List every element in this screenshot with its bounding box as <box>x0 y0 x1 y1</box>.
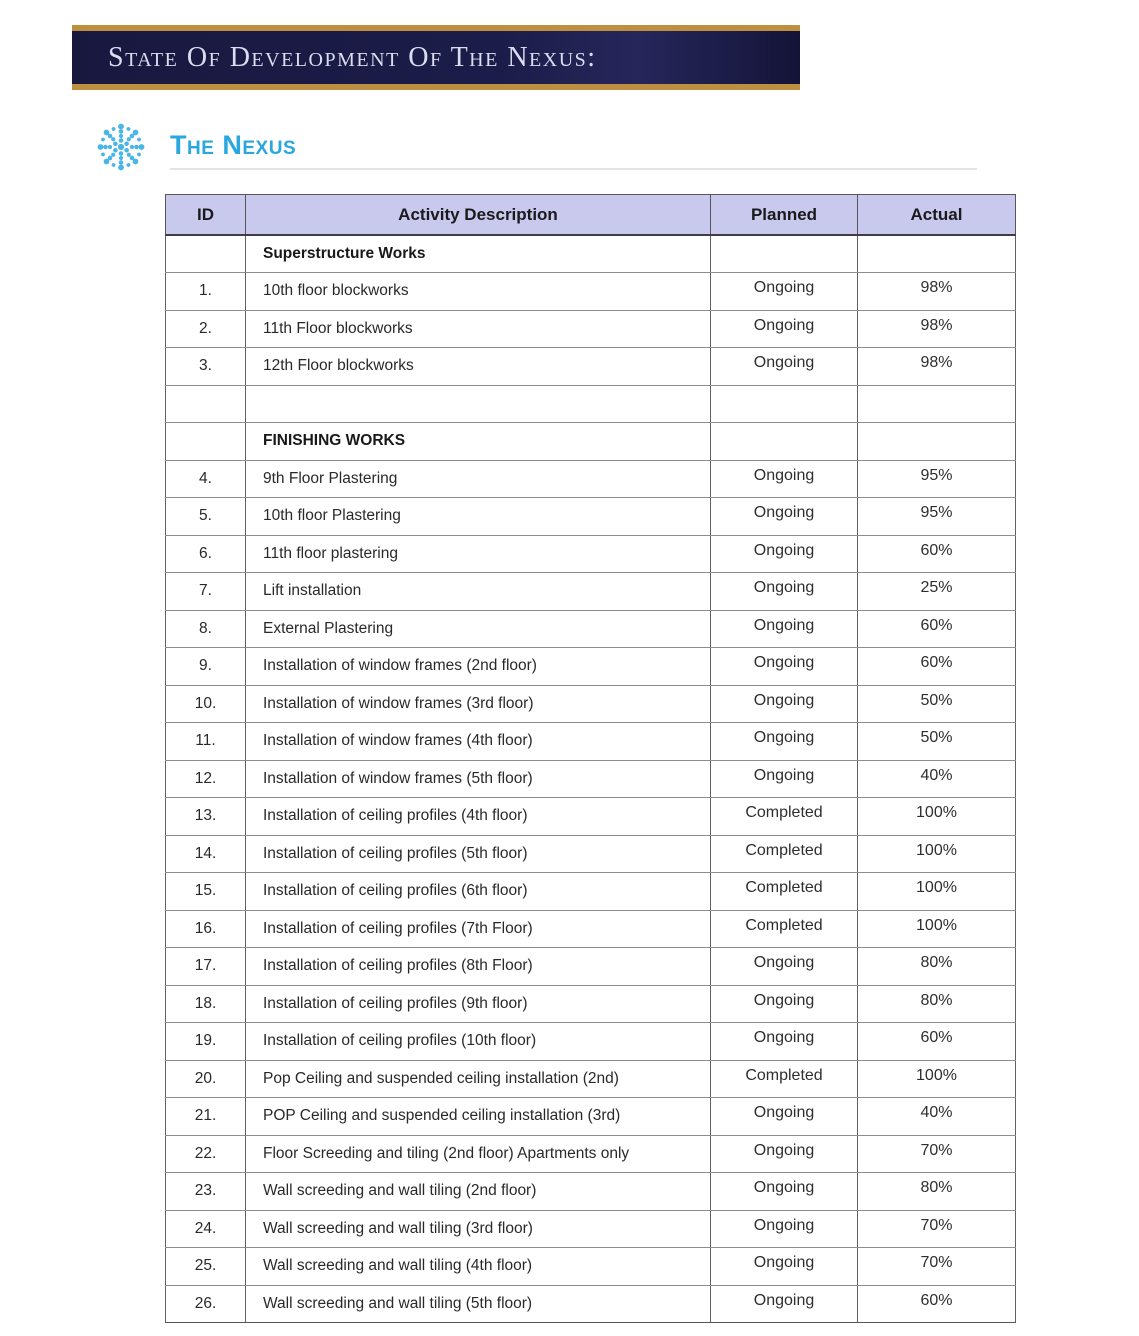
activity-cell <box>246 385 711 423</box>
id-cell: 2. <box>166 310 246 348</box>
planned-cell: Ongoing <box>711 1285 858 1323</box>
id-cell: 24. <box>166 1210 246 1248</box>
planned-cell <box>711 235 858 273</box>
banner-title: State Of Development Of The Nexus: <box>108 41 597 73</box>
id-cell: 10. <box>166 685 246 723</box>
id-cell: 6. <box>166 535 246 573</box>
planned-cell: Ongoing <box>711 1023 858 1061</box>
planned-cell: Ongoing <box>711 310 858 348</box>
activity-cell: External Plastering <box>246 610 711 648</box>
activity-cell: POP Ceiling and suspended ceiling installation (3rd) <box>246 1098 711 1136</box>
title-banner <box>72 25 800 90</box>
table-row <box>166 985 1016 1023</box>
header-actual: Actual <box>858 195 1016 236</box>
id-cell: 16. <box>166 910 246 948</box>
activity-cell: 11th Floor blockworks <box>246 310 711 348</box>
table-row <box>166 1060 1016 1098</box>
actual-cell: 95% <box>858 460 1016 498</box>
table-row <box>166 1023 1016 1061</box>
id-cell: 11. <box>166 723 246 761</box>
header-activity-description: Activity Description <box>246 195 711 236</box>
id-cell <box>166 423 246 461</box>
id-cell <box>166 235 246 273</box>
planned-cell: Ongoing <box>711 948 858 986</box>
activity-cell: Lift installation <box>246 573 711 611</box>
planned-cell: Ongoing <box>711 498 858 536</box>
id-cell: 7. <box>166 573 246 611</box>
planned-cell: Ongoing <box>711 573 858 611</box>
planned-cell: Ongoing <box>711 460 858 498</box>
planned-cell: Ongoing <box>711 610 858 648</box>
activity-cell: Superstructure Works <box>246 235 711 273</box>
activity-cell: 12th Floor blockworks <box>246 348 711 386</box>
id-cell: 18. <box>166 985 246 1023</box>
table-row <box>166 723 1016 761</box>
activity-cell: Pop Ceiling and suspended ceiling installation (2nd) <box>246 1060 711 1098</box>
activity-cell: 11th floor plastering <box>246 535 711 573</box>
id-cell: 25. <box>166 1248 246 1286</box>
id-cell: 26. <box>166 1285 246 1323</box>
planned-cell: Completed <box>711 873 858 911</box>
actual-cell: 60% <box>858 1023 1016 1061</box>
divider-line <box>170 168 977 170</box>
activity-cell: Installation of window frames (2nd floor) <box>246 648 711 686</box>
table-row <box>166 460 1016 498</box>
id-cell: 21. <box>166 1098 246 1136</box>
id-cell: 17. <box>166 948 246 986</box>
table-row <box>166 1210 1016 1248</box>
actual-cell: 100% <box>858 1060 1016 1098</box>
table-row <box>166 910 1016 948</box>
planned-cell: Ongoing <box>711 273 858 311</box>
table-row <box>166 535 1016 573</box>
planned-cell: Ongoing <box>711 1135 858 1173</box>
id-cell: 15. <box>166 873 246 911</box>
id-cell: 19. <box>166 1023 246 1061</box>
actual-cell: 100% <box>858 835 1016 873</box>
activity-cell: Installation of ceiling profiles (10th floor) <box>246 1023 711 1061</box>
table-row <box>166 873 1016 911</box>
table-row <box>166 573 1016 611</box>
actual-cell: 80% <box>858 1173 1016 1211</box>
activity-cell: 9th Floor Plastering <box>246 460 711 498</box>
actual-cell: 60% <box>858 610 1016 648</box>
table-row <box>166 310 1016 348</box>
table-header-row <box>166 195 1016 236</box>
actual-cell: 70% <box>858 1135 1016 1173</box>
id-cell: 3. <box>166 348 246 386</box>
id-cell: 8. <box>166 610 246 648</box>
actual-cell: 70% <box>858 1248 1016 1286</box>
progress-table <box>165 194 1016 1323</box>
planned-cell: Ongoing <box>711 723 858 761</box>
header-id: ID <box>166 195 246 236</box>
actual-cell: 98% <box>858 273 1016 311</box>
id-cell: 13. <box>166 798 246 836</box>
planned-cell: Ongoing <box>711 1173 858 1211</box>
activity-cell: Installation of ceiling profiles (9th floor) <box>246 985 711 1023</box>
actual-cell: 60% <box>858 1285 1016 1323</box>
id-cell: 23. <box>166 1173 246 1211</box>
activity-cell: Installation of ceiling profiles (7th Floor) <box>246 910 711 948</box>
table-row <box>166 835 1016 873</box>
activity-cell: Installation of window frames (3rd floor) <box>246 685 711 723</box>
activity-cell: Wall screeding and wall tiling (5th floor) <box>246 1285 711 1323</box>
actual-cell: 60% <box>858 648 1016 686</box>
actual-cell: 80% <box>858 985 1016 1023</box>
planned-cell: Completed <box>711 798 858 836</box>
planned-cell: Ongoing <box>711 648 858 686</box>
activity-cell: Installation of ceiling profiles (8th Floor) <box>246 948 711 986</box>
section-row <box>166 235 1016 273</box>
planned-cell: Ongoing <box>711 1098 858 1136</box>
activity-cell: Wall screeding and wall tiling (3rd floor) <box>246 1210 711 1248</box>
activity-cell: 10th floor Plastering <box>246 498 711 536</box>
planned-cell: Completed <box>711 835 858 873</box>
id-cell: 5. <box>166 498 246 536</box>
planned-cell: Ongoing <box>711 535 858 573</box>
id-cell: 20. <box>166 1060 246 1098</box>
table-row <box>166 348 1016 386</box>
activity-cell: Wall screeding and wall tiling (2nd floor) <box>246 1173 711 1211</box>
activity-cell: Installation of window frames (5th floor) <box>246 760 711 798</box>
activity-cell: Installation of ceiling profiles (4th floor) <box>246 798 711 836</box>
actual-cell: 60% <box>858 535 1016 573</box>
actual-cell: 50% <box>858 723 1016 761</box>
actual-cell: 50% <box>858 685 1016 723</box>
activity-cell: Installation of window frames (4th floor) <box>246 723 711 761</box>
activity-cell: Floor Screeding and tiling (2nd floor) Apartments only <box>246 1135 711 1173</box>
header-planned: Planned <box>711 195 858 236</box>
actual-cell: 70% <box>858 1210 1016 1248</box>
planned-cell: Completed <box>711 1060 858 1098</box>
id-cell: 1. <box>166 273 246 311</box>
spacer-row <box>166 385 1016 423</box>
planned-cell: Ongoing <box>711 1248 858 1286</box>
actual-cell: 98% <box>858 348 1016 386</box>
snowflake-icon <box>95 121 147 173</box>
planned-cell: Ongoing <box>711 1210 858 1248</box>
table-row <box>166 498 1016 536</box>
activity-cell: Installation of ceiling profiles (5th floor) <box>246 835 711 873</box>
planned-cell <box>711 385 858 423</box>
activity-cell: 10th floor blockworks <box>246 273 711 311</box>
table-row <box>166 948 1016 986</box>
actual-cell: 95% <box>858 498 1016 536</box>
table-row <box>166 610 1016 648</box>
id-cell: 9. <box>166 648 246 686</box>
planned-cell: Ongoing <box>711 985 858 1023</box>
actual-cell: 25% <box>858 573 1016 611</box>
actual-cell <box>858 235 1016 273</box>
id-cell: 4. <box>166 460 246 498</box>
id-cell <box>166 385 246 423</box>
table-row <box>166 1135 1016 1173</box>
table-row <box>166 1098 1016 1136</box>
actual-cell: 100% <box>858 873 1016 911</box>
activity-cell: Installation of ceiling profiles (6th floor) <box>246 873 711 911</box>
actual-cell <box>858 385 1016 423</box>
project-title: The Nexus <box>170 130 297 160</box>
planned-cell: Ongoing <box>711 760 858 798</box>
table-row <box>166 648 1016 686</box>
actual-cell <box>858 423 1016 461</box>
id-cell: 12. <box>166 760 246 798</box>
id-cell: 14. <box>166 835 246 873</box>
table-row <box>166 760 1016 798</box>
planned-cell <box>711 423 858 461</box>
actual-cell: 40% <box>858 1098 1016 1136</box>
actual-cell: 100% <box>858 910 1016 948</box>
table-row <box>166 1248 1016 1286</box>
table-row <box>166 685 1016 723</box>
actual-cell: 40% <box>858 760 1016 798</box>
table-row <box>166 1173 1016 1211</box>
actual-cell: 98% <box>858 310 1016 348</box>
table-row <box>166 798 1016 836</box>
activity-cell: Wall screeding and wall tiling (4th floor) <box>246 1248 711 1286</box>
actual-cell: 100% <box>858 798 1016 836</box>
table-row <box>166 273 1016 311</box>
planned-cell: Completed <box>711 910 858 948</box>
activity-cell: FINISHING WORKS <box>246 423 711 461</box>
planned-cell: Ongoing <box>711 685 858 723</box>
id-cell: 22. <box>166 1135 246 1173</box>
table-row <box>166 1285 1016 1323</box>
planned-cell: Ongoing <box>711 348 858 386</box>
section-row <box>166 423 1016 461</box>
actual-cell: 80% <box>858 948 1016 986</box>
table-body <box>166 235 1016 1323</box>
